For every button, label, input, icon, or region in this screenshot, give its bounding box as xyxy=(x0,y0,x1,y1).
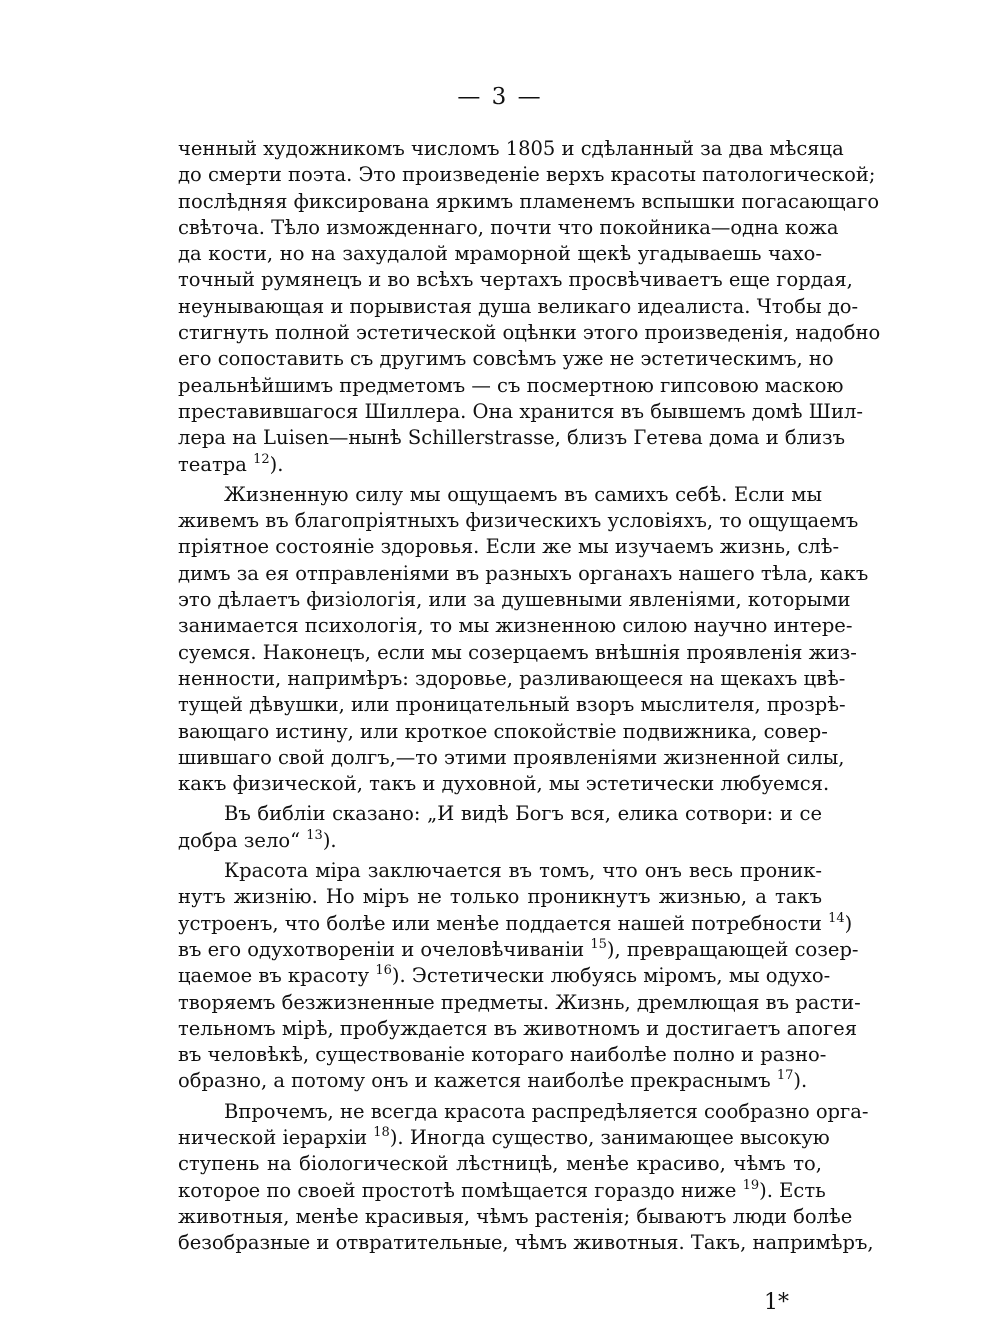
paragraph xyxy=(178,801,822,854)
text-line xyxy=(178,936,859,963)
footnote-ref: 18 xyxy=(373,1124,390,1140)
paragraph xyxy=(178,136,881,478)
text-line xyxy=(178,561,869,587)
text-line xyxy=(178,241,822,267)
line-text: димъ за ея отправленіями въ разныхъ органахъ нашего тѣла, какъ xyxy=(178,561,869,585)
text-line xyxy=(178,910,853,937)
line-text: суемся. Наконецъ, если мы созерцаемъ внѣшнія проявленія жиз- xyxy=(178,640,857,664)
paragraph xyxy=(178,482,869,798)
line-text: устроенъ, что болѣе или менѣе поддается нашей потребности xyxy=(178,911,829,935)
line-text: его сопоставить съ другимъ совсѣмъ уже не эстетическимъ, но xyxy=(178,347,834,371)
line-text: Жизненную силу мы ощущаемъ въ самихъ себѣ. Если мы xyxy=(224,482,822,506)
text-line xyxy=(178,267,853,293)
text-line xyxy=(178,136,844,162)
line-text: занимается психологія, то мы жизненною силою научно интере- xyxy=(178,614,853,638)
line-text-after: ) xyxy=(844,911,853,935)
line-text: цаемое въ красоту xyxy=(178,964,376,988)
text-line xyxy=(178,1016,858,1042)
text-line xyxy=(178,613,853,639)
text-line xyxy=(178,1204,853,1230)
line-text: Въ библіи сказано: „И видѣ Богъ вся, елика сотвори: и се xyxy=(224,802,822,826)
line-text: Впрочемъ, не всегда красота распредѣляется сообразно орга- xyxy=(224,1099,869,1123)
line-text: неунывающая и порывистая душа великаго идеалиста. Чтобы до- xyxy=(178,294,859,318)
line-text: до смерти поэта. Это произведеніе верхъ красоты патологической; xyxy=(178,163,876,187)
line-text: творяемъ безжизненные предметы. Жизнь, дремлющая въ расти- xyxy=(178,990,861,1014)
line-text-after: ). Иногда существо, занимающее высокую xyxy=(389,1125,830,1149)
text-line xyxy=(178,828,822,854)
line-text: лера на Luisen—нынѣ Schillerstrasse, близъ Гетева дома и близъ xyxy=(178,426,846,450)
line-text: ченный художникомъ числомъ 1805 и сдѣланный за два мѣсяца xyxy=(178,137,844,160)
text-line xyxy=(178,320,881,346)
line-text: которое по своей простотѣ помѣщается гораздо ниже xyxy=(178,1178,743,1202)
footnote-ref: 19 xyxy=(742,1177,760,1193)
line-text: въ его одухотвореніи и очеловѣчиваніи xyxy=(178,937,591,961)
line-text: реальнѣйшимъ предметомъ — съ посмертною гипсовою маскою xyxy=(178,373,844,397)
page-number: — 3 — xyxy=(457,84,543,110)
footnote-ref: 15 xyxy=(590,936,607,952)
line-text: добра зело“ xyxy=(178,828,307,852)
text-line xyxy=(178,771,830,797)
line-text-after: ). Есть xyxy=(759,1178,826,1202)
line-text: ненности, напримѣръ: здоровье, разливающееся на щекахъ цвѣ- xyxy=(178,666,846,690)
text-line xyxy=(178,719,828,745)
text-line xyxy=(178,1177,826,1204)
line-text: живемъ въ благопріятныхъ физическихъ условіяхъ, то ощущаемъ xyxy=(178,509,859,533)
line-text: Красота міра заключается въ томъ, что онъ весь проник- xyxy=(224,859,822,883)
text-line xyxy=(178,1124,830,1151)
footnote-ref: 16 xyxy=(375,963,392,979)
footnote-ref: 13 xyxy=(306,827,323,843)
line-text: тельномъ мірѣ, пробуждается въ животномъ и достигаетъ апогея xyxy=(178,1016,858,1040)
text-line xyxy=(178,294,859,320)
line-text: театра xyxy=(178,452,254,476)
line-text: безобразные и отвратительные, чѣмъ животныя. Такъ, напримѣръ, xyxy=(178,1231,874,1255)
text-line xyxy=(178,692,846,718)
line-text: пріятное состояніе здоровья. Если же мы изучаемъ жизнь, слѣ- xyxy=(178,535,840,559)
text-line xyxy=(178,346,834,372)
line-text: нической іерархіи xyxy=(178,1125,374,1149)
line-text-after: ), превращающей созер- xyxy=(606,937,859,961)
line-text-after: ). xyxy=(322,828,337,852)
line-text: какъ физической, такъ и духовной, мы эстетически любуемся. xyxy=(178,772,830,796)
line-text: точный румянецъ и во всѣхъ чертахъ просвѣчиваетъ еще гордая, xyxy=(178,268,853,292)
text-line xyxy=(178,963,831,989)
paragraph xyxy=(178,858,861,1095)
line-text: свѣточа. Тѣло изможденнаго, почти что покойника—одна кожа xyxy=(178,215,839,239)
printer-signature-mark: 1* xyxy=(764,1290,789,1315)
text-line xyxy=(178,990,861,1016)
text-line xyxy=(178,373,844,399)
line-text: послѣдняя фиксирована яркимъ пламенемъ вспышки погасающаго xyxy=(178,189,880,213)
text-line xyxy=(178,425,846,451)
line-text: нутъ жизнію. Но міръ не только проникнутъ жизнью, а такъ xyxy=(178,885,822,909)
line-text: животныя, менѣе красивыя, чѣмъ растенія; бываютъ люди болѣе xyxy=(178,1204,853,1228)
text-line xyxy=(178,1230,874,1256)
text-line xyxy=(178,452,822,478)
text-line xyxy=(178,399,863,425)
text-line xyxy=(178,666,846,692)
text-line xyxy=(178,162,876,188)
line-text-after: ). Эстетически любуясь міромъ, мы одухо- xyxy=(391,964,831,988)
footnote-ref: 12 xyxy=(253,451,270,467)
text-line xyxy=(178,215,839,241)
text-line xyxy=(178,1042,827,1068)
line-text: ступень на біологической лѣстницѣ, менѣе красиво, чѣмъ то, xyxy=(178,1152,822,1176)
footnote-ref: 14 xyxy=(828,910,845,926)
line-text: это дѣлаетъ физіологія, или за душевными явленіями, которыми xyxy=(178,588,851,612)
text-line xyxy=(178,1151,822,1177)
line-text: вающаго истину, или кроткое спокойствіе подвижника, совер- xyxy=(178,719,828,743)
line-text-after: ). xyxy=(269,452,284,476)
text-line xyxy=(178,884,822,910)
text-line xyxy=(178,1099,869,1125)
text-line xyxy=(178,1068,822,1094)
text-line xyxy=(178,640,857,666)
text-line xyxy=(178,587,851,613)
line-text: преставившагося Шиллера. Она хранится въ бывшемъ домѣ Шил- xyxy=(178,399,863,423)
text-line xyxy=(178,534,840,560)
text-line xyxy=(178,508,859,534)
text-line xyxy=(178,482,822,508)
footnote-ref: 17 xyxy=(776,1068,794,1084)
text-line xyxy=(178,858,822,884)
line-text: образно, а потому онъ и кажется наиболѣе прекраснымъ xyxy=(178,1069,777,1093)
text-line xyxy=(178,801,822,827)
line-text: да кости, но на захудалой мраморной щекѣ угадываешь чахо- xyxy=(178,242,822,266)
line-text: стигнуть полной эстетической оцѣнки этого произведенія, надобно xyxy=(178,321,881,345)
line-text-after: ). xyxy=(793,1069,808,1093)
line-text: шившаго свой долгъ,—то этими проявленіями жизненной силы, xyxy=(178,745,845,769)
paragraph xyxy=(178,1099,874,1257)
line-text: въ человѣкѣ, существованіе котораго наиболѣе полно и разно- xyxy=(178,1043,827,1067)
text-line xyxy=(178,189,880,215)
text-line xyxy=(178,745,845,771)
body-text xyxy=(178,136,881,1256)
line-text: тущей дѣвушки, или проницательный взоръ мыслителя, прозрѣ- xyxy=(178,693,846,717)
